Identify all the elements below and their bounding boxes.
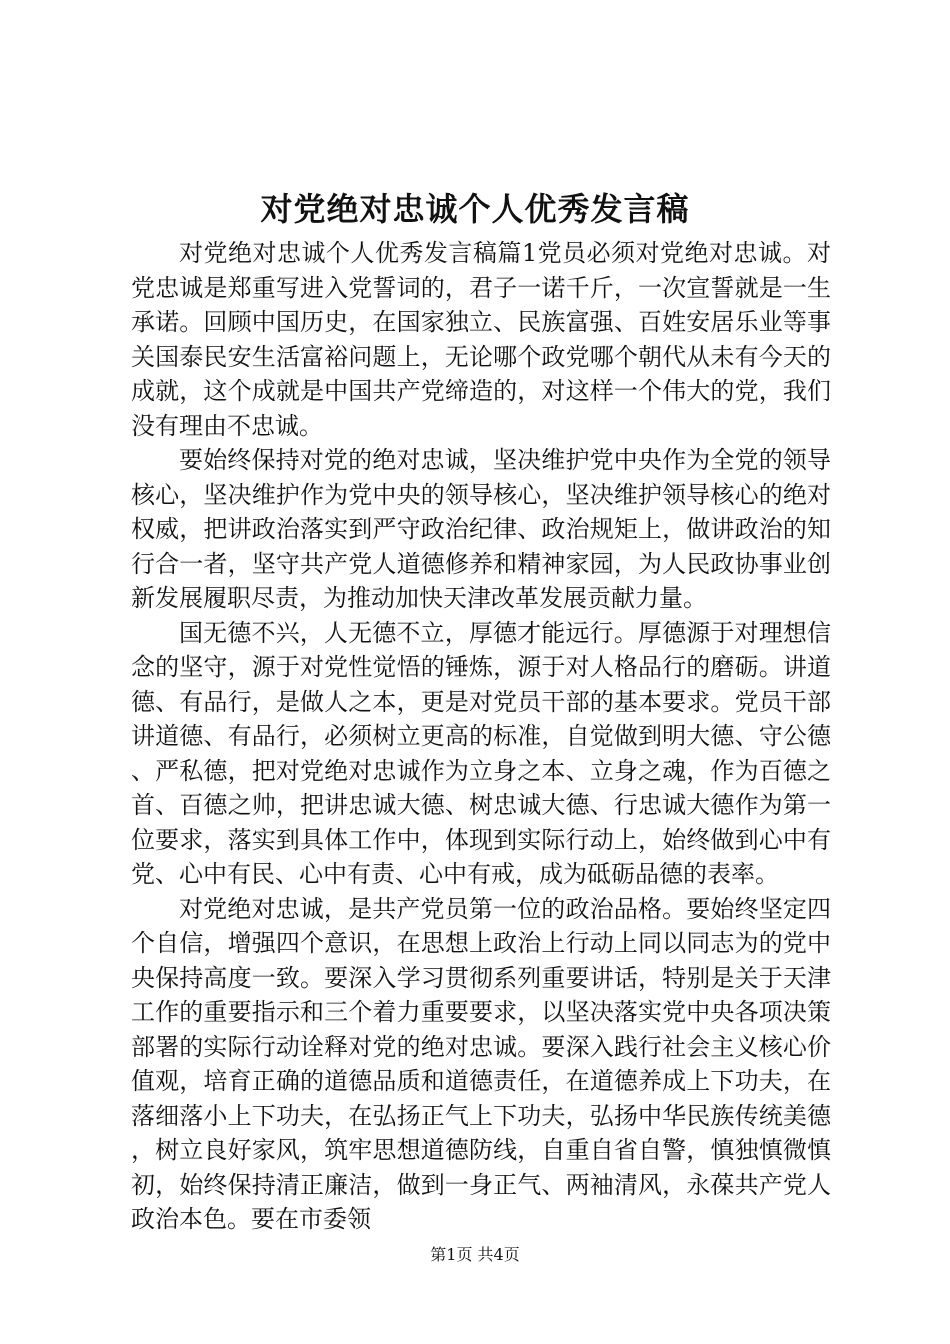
paragraph-4: 对党绝对忠诚，是共产党员第一位的政治品格。要始终坚定四个自信，增强四个意识，在思想上政治上行动上同以同志为的党中央保持高度一致。要深入学习贯彻系列重要讲话，特别是关于天津工作的重要指示和三个着力重要要求，以坚决落实党中央各项决策部署的实际行动诠释对党的绝对忠诚。要深入践行社会主义核心价值观，培育正确的道德品质和道德责任，在道德养成上下功夫，在落细落小上下功夫，在弘扬正气上下功夫，弘扬中华民族传统美德，树立良好家风，筑牢思想道德防线，自重自省自警，慎独慎微慎初，始终保持清正廉洁，做到一身正气、两袖清风，永葆共产党人政治本色。要在市委领 <box>131 894 831 1233</box>
paragraph-2: 要始终保持对党的绝对忠诚，坚决维护党中央作为全党的领导核心，坚决维护作为党中央的领导核心，坚决维护领导核心的绝对权威，把讲政治落实到严守政治纪律、政治规矩上，做讲政治的知行合一者，坚守共产党人道德修养和精神家园，为人民政协事业创新发展履职尽责，为推动加快天津改革发展贡献力量。 <box>131 446 831 612</box>
document-body <box>131 236 831 1237</box>
page-number-footer: 第1页 共4页 <box>430 1245 520 1264</box>
document-title: 对党绝对忠诚个人优秀发言稿 <box>260 190 690 228</box>
paragraph-3: 国无德不兴，人无德不立，厚德才能远行。厚德源于对理想信念的坚守，源于对党性觉悟的锤炼，源于对人格品行的磨砺。讲道德、有品行，是做人之本，更是对党员干部的基本要求。党员干部讲道德、有品行，必须树立更高的标准，自觉做到明大德、守公德、严私德，把对党绝对忠诚作为立身之本、立身之魂，作为百德之首、百德之帅，把讲忠诚大德、树忠诚大德、行忠诚大德作为第一位要求，落实到具体工作中，体现到实际行动上，始终做到心中有党、心中有民、心中有责、心中有戒，成为砥砺品德的表率。 <box>131 618 831 888</box>
paragraph-1: 对党绝对忠诚个人优秀发言稿篇1党员必须对党绝对忠诚。对党忠诚是郑重写进入党誓词的，君子一诺千斤，一次宣誓就是一生承诺。回顾中国历史，在国家独立、民族富强、百姓安居乐业等事关国泰民安生活富裕问题上，无论哪个政党哪个朝代从未有今天的成就，这个成就是中国共产党缔造的，对这样一个伟大的党，我们没有理由不忠诚。 <box>131 239 831 440</box>
